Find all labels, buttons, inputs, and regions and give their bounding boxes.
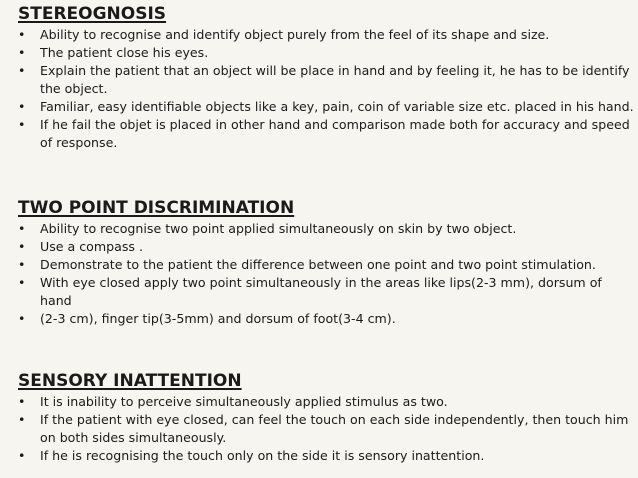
- bullet-icon: •: [18, 221, 26, 236]
- bullet-icon: •: [18, 117, 26, 132]
- list-item: [18, 310, 636, 328]
- list-item-text: (2-3 cm), finger tip(3-5mm) and dorsum of foot(3-4 cm).: [40, 311, 396, 326]
- list-item-text: Familiar, easy identifiable objects like a key, pain, coin of variable size etc. placed in his hand.: [40, 99, 634, 114]
- list-item-text: If he fail the objet is placed in other hand and comparison made both for accuracy and speed of response.: [40, 117, 630, 150]
- bullet-icon: •: [18, 45, 26, 60]
- section-heading: TWO POINT DISCRIMINATION: [18, 198, 295, 218]
- bullet-icon: •: [18, 239, 26, 254]
- bullet-icon: •: [18, 394, 26, 409]
- list-item-text: It is inability to perceive simultaneously applied stimulus as two.: [40, 394, 448, 409]
- list-item: [18, 411, 636, 447]
- list-item-text: Ability to recognise and identify object purely from the feel of its shape and size.: [40, 27, 550, 42]
- list-item-text: Use a compass .: [40, 239, 143, 254]
- section-stereognosis: [18, 4, 636, 152]
- bullet-icon: •: [18, 412, 26, 427]
- section-two-point-discrimination: [18, 198, 636, 328]
- bullet-icon: •: [18, 27, 26, 42]
- list-item-text: The patient close his eyes.: [40, 45, 209, 60]
- list-item: [18, 238, 636, 256]
- list-item: [18, 256, 636, 274]
- list-item: [18, 274, 636, 310]
- list-item-text: If the patient with eye closed, can feel the touch on each side independently, then touch him on both sides simultaneously.: [40, 412, 629, 445]
- list-item-text: Explain the patient that an object will be place in hand and by feeling it, he has to be identify the object.: [40, 63, 630, 96]
- list-item: [18, 44, 636, 62]
- list-item-text: If he is recognising the touch only on the side it is sensory inattention.: [40, 448, 485, 463]
- bullet-list: [18, 220, 636, 328]
- bullet-icon: •: [18, 63, 26, 78]
- list-item: [18, 447, 636, 465]
- list-item: [18, 393, 636, 411]
- section-heading: SENSORY INATTENTION: [18, 371, 242, 391]
- list-item: [18, 62, 636, 98]
- list-item: [18, 220, 636, 238]
- list-item-text: With eye closed apply two point simultaneously in the areas like lips(2-3 mm), dorsum of hand: [40, 275, 602, 308]
- list-item: [18, 116, 636, 152]
- bullet-icon: •: [18, 275, 26, 290]
- bullet-list: [18, 26, 636, 152]
- bullet-icon: •: [18, 257, 26, 272]
- section-heading: STEREOGNOSIS: [18, 4, 167, 24]
- bullet-icon: •: [18, 448, 26, 463]
- list-item-text: Demonstrate to the patient the difference between one point and two point stimulation.: [40, 257, 596, 272]
- list-item: [18, 98, 636, 116]
- bullet-icon: •: [18, 99, 26, 114]
- section-sensory-inattention: [18, 371, 636, 465]
- list-item: [18, 26, 636, 44]
- bullet-icon: •: [18, 311, 26, 326]
- bullet-list: [18, 393, 636, 465]
- list-item-text: Ability to recognise two point applied simultaneously on skin by two object.: [40, 221, 517, 236]
